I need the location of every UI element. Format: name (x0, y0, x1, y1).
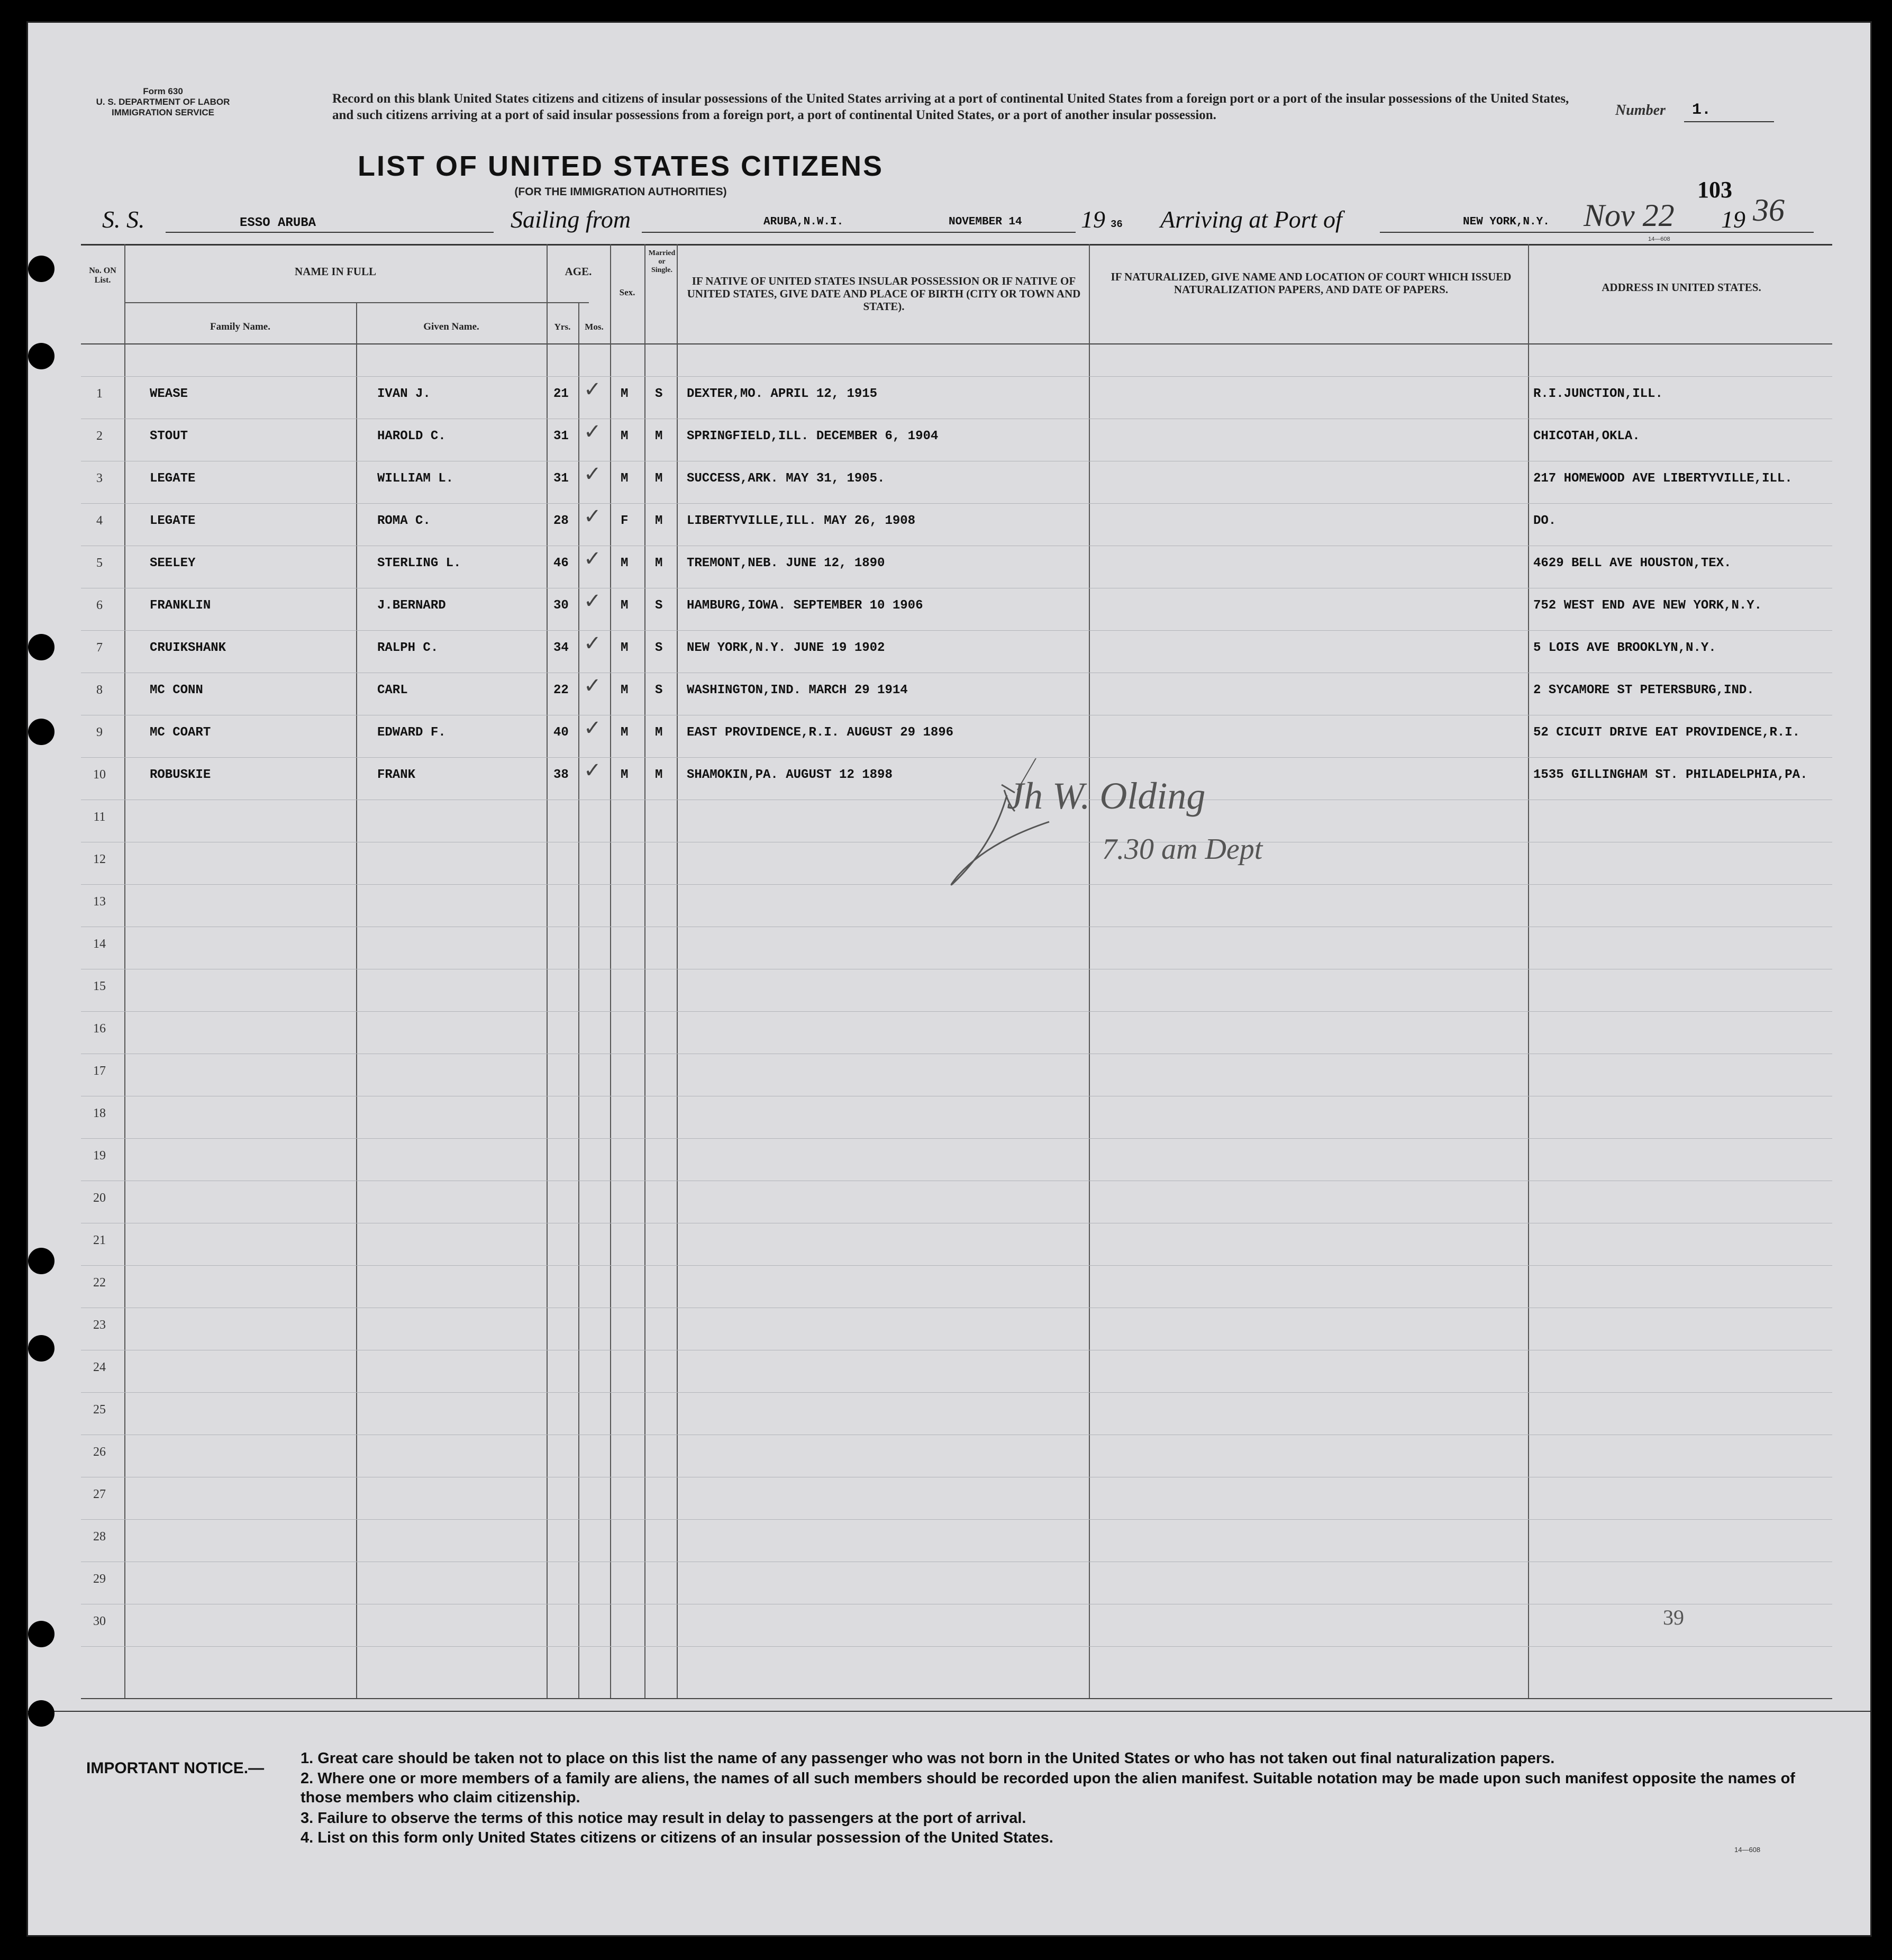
family-name-cell: MC COART (150, 725, 211, 740)
arriving-label: Arriving at Port of (1160, 206, 1342, 233)
empty-row-number: 11 (93, 810, 106, 824)
marital-status-cell: M (655, 471, 663, 486)
check-mark-icon: ✓ (584, 504, 602, 529)
col-divider-yrs (578, 302, 579, 1699)
birth-place-date-cell: TREMONT,NEB. JUNE 12, 1890 (687, 556, 885, 570)
ship-underline (166, 232, 494, 233)
col-divider-married (677, 244, 678, 1699)
age-years-cell: 38 (553, 768, 569, 782)
header-yrs: Yrs. (554, 322, 571, 332)
row-number: 9 (96, 725, 103, 739)
address-cell: 5 LOIS AVE BROOKLYN,N.Y. (1533, 641, 1716, 655)
row-number: 5 (96, 556, 103, 570)
notice-item-2: 2. Where one or more members of a family are aliens, the names of all such members should be recorded upon the alien manifest. Suitable notation may be made upon such manifest opposite the names of those members who claim citizenship. (301, 1770, 1795, 1806)
sex-cell: M (621, 471, 629, 486)
address-cell: 1535 GILLINGHAM ST. PHILADELPHIA,PA. (1533, 768, 1808, 782)
empty-row-number: 15 (93, 979, 106, 993)
arrival-year-handwritten: 36 (1753, 193, 1785, 228)
empty-row-number: 17 (93, 1064, 106, 1078)
punch-hole (28, 634, 54, 660)
check-mark-icon: ✓ (584, 631, 602, 656)
birth-place-date-cell: LIBERTYVILLE,ILL. MAY 26, 1908 (687, 514, 916, 528)
sailing-date: NOVEMBER 14 (949, 216, 1022, 228)
punch-hole (28, 1621, 54, 1647)
empty-row-number: 23 (93, 1318, 106, 1332)
punch-hole (28, 1248, 54, 1274)
inspector-signature (943, 758, 1388, 896)
sailing-year: 36 (1111, 219, 1123, 230)
form-number: Form 630 (143, 86, 183, 96)
sailing-underline (642, 232, 1076, 233)
sex-cell: M (621, 429, 629, 443)
instructions-text: Record on this blank United States citizens and citizens of insular possessions of the United States arriving at a port of continental United States from a foreign port or a port of the insular possessions of the United States, and such citizens arriving at a port of said insular possessions from a foreign port, a port of continental United States, or a port of another insular possession. (332, 92, 1569, 122)
empty-row-number: 26 (93, 1445, 106, 1459)
col-divider-naturalized (1528, 244, 1529, 1699)
check-mark-icon: ✓ (584, 716, 602, 740)
voyage-small-code: 14—608 (1648, 236, 1670, 242)
birth-place-date-cell: EAST PROVIDENCE,R.I. AUGUST 29 1896 (687, 725, 954, 740)
service-name: IMMIGRATION SERVICE (112, 107, 214, 117)
empty-row-number: 14 (93, 937, 106, 951)
age-years-cell: 34 (553, 641, 569, 655)
header-name-in-full: NAME IN FULL (294, 265, 376, 278)
birth-place-date-cell: SUCCESS,ARK. MAY 31, 1905. (687, 471, 885, 486)
birth-place-date-cell: WASHINGTON,IND. MARCH 29 1914 (687, 683, 908, 697)
bottom-number: 39 (1663, 1605, 1684, 1629)
age-years-cell: 28 (553, 514, 569, 528)
row-rule (81, 1646, 1832, 1647)
given-name-cell: EDWARD F. (377, 725, 446, 740)
col-divider-family (356, 302, 357, 1699)
page-number: 103 (1697, 177, 1732, 203)
empty-row-number: 12 (93, 852, 106, 866)
sex-cell: M (621, 683, 629, 697)
header-sex: Sex. (619, 287, 635, 297)
punch-hole (28, 1335, 54, 1362)
punch-hole (28, 343, 54, 369)
header-address: ADDRESS IN UNITED STATES. (1602, 281, 1761, 294)
ship-name: ESSO ARUBA (240, 216, 316, 230)
marital-status-cell: S (655, 598, 663, 613)
given-name-cell: WILLIAM L. (377, 471, 454, 486)
address-cell: R.I.JUNCTION,ILL. (1533, 387, 1663, 401)
family-name-cell: MC CONN (150, 683, 203, 697)
arrival-year-prefix: 19 (1721, 206, 1745, 233)
row-rule (81, 376, 1832, 377)
sex-cell: M (621, 641, 629, 655)
marital-status-cell: S (655, 387, 663, 401)
age-years-cell: 22 (553, 683, 569, 697)
header-family-name: Family Name. (210, 321, 270, 332)
form-identifier (76, 86, 250, 118)
department-name: U. S. DEPARTMENT OF LABOR (96, 97, 230, 107)
header-age: AGE. (565, 265, 592, 278)
punch-hole (28, 719, 54, 745)
signature-note: 7.30 am Dept (1102, 833, 1263, 866)
age-years-cell: 31 (553, 471, 569, 486)
check-mark-icon: ✓ (584, 589, 602, 613)
age-years-cell: 31 (553, 429, 569, 443)
col-divider-given (547, 244, 548, 1699)
header-bottom-border (81, 343, 1832, 344)
marital-status-cell: S (655, 641, 663, 655)
marital-status-cell: M (655, 768, 663, 782)
check-mark-icon: ✓ (584, 674, 602, 698)
manifest-table (81, 244, 1832, 1710)
notice-item-1: 1. Great care should be taken not to place on this list the name of any passenger who was not born in the United States or who has not taken out final naturalization papers. (301, 1750, 1555, 1767)
address-cell: 2 SYCAMORE ST PETERSBURG,IND. (1533, 683, 1754, 697)
empty-row-number: 13 (93, 895, 106, 909)
family-name-cell: STOUT (150, 429, 188, 443)
address-cell: 52 CICUIT DRIVE EAT PROVIDENCE,R.I. (1533, 725, 1800, 740)
arriving-port: NEW YORK,N.Y. (1463, 216, 1550, 228)
header-mos: Mos. (585, 322, 604, 332)
family-name-cell: LEGATE (150, 471, 196, 486)
row-rule (81, 503, 1832, 504)
empty-row-number: 18 (93, 1106, 106, 1120)
given-name-cell: J.BERNARD (377, 598, 446, 613)
page-subtitle: (FOR THE IMMIGRATION AUTHORITIES) (514, 186, 727, 198)
sailing-from: ARUBA,N.W.I. (763, 216, 844, 228)
address-cell: DO. (1533, 514, 1557, 528)
empty-row-number: 28 (93, 1530, 106, 1544)
col-divider-sex (644, 244, 645, 1699)
notice-item-4: 4. List on this form only United States citizens or citizens of an insular possession of the United States. (301, 1829, 1053, 1846)
check-mark-icon: ✓ (584, 462, 602, 486)
arrival-date-handwritten: Nov 22 (1584, 198, 1675, 233)
header-naturalized: IF NATURALIZED, GIVE NAME AND LOCATION OF COURT WHICH ISSUED NATURALIZATION PAPERS, AND DATE OF PAPERS. (1111, 270, 1512, 296)
check-mark-icon: ✓ (584, 547, 602, 571)
row-number: 2 (96, 429, 103, 443)
given-name-cell: IVAN J. (377, 387, 431, 401)
given-name-cell: RALPH C. (377, 641, 439, 655)
col-divider-native (1089, 244, 1090, 1699)
row-rule (81, 1519, 1832, 1520)
family-name-cell: ROBUSKIE (150, 768, 211, 782)
ss-label: S. S. (102, 206, 145, 233)
sex-cell: M (621, 725, 629, 740)
punch-hole (28, 256, 54, 282)
sex-cell: F (621, 514, 629, 528)
empty-row-number: 21 (93, 1233, 106, 1247)
row-rule (81, 757, 1832, 758)
row-rule (81, 630, 1832, 631)
family-name-cell: FRANKLIN (150, 598, 211, 613)
table-bottom-border (81, 1698, 1832, 1699)
check-mark-icon: ✓ (584, 420, 602, 444)
page-title: LIST OF UNITED STATES CITIZENS (358, 150, 884, 182)
age-years-cell: 40 (553, 725, 569, 740)
page-separator (28, 1711, 1872, 1712)
row-number: 4 (96, 514, 103, 528)
header-no: No. ON List. (89, 266, 116, 285)
birth-place-date-cell: DEXTER,MO. APRIL 12, 1915 (687, 387, 878, 401)
punch-hole (28, 1700, 54, 1727)
given-name-cell: STERLING L. (377, 556, 461, 570)
footer-code: 14—608 (1734, 1846, 1761, 1854)
check-mark-icon: ✓ (584, 758, 602, 783)
age-years-cell: 21 (553, 387, 569, 401)
header-married-single: Married or Single. (648, 249, 676, 274)
header-native-birth: IF NATIVE OF UNITED STATES INSULAR POSSESSION OR IF NATIVE OF UNITED STATES, GIVE DATE AND PLACE OF BIRTH (CITY OR TOWN AND STATE). (687, 275, 1081, 313)
number-value: 1. (1692, 101, 1712, 119)
address-cell: 217 HOMEWOOD AVE LIBERTYVILLE,ILL. (1533, 471, 1793, 486)
sex-cell: M (621, 598, 629, 613)
empty-row-number: 27 (93, 1487, 106, 1501)
marital-status-cell: M (655, 556, 663, 570)
given-name-cell: ROMA C. (377, 514, 431, 528)
number-underline (1684, 121, 1774, 122)
empty-row-number: 20 (93, 1191, 106, 1205)
check-mark-icon: ✓ (584, 377, 602, 402)
family-name-cell: CRUIKSHANK (150, 641, 226, 655)
marital-status-cell: M (655, 429, 663, 443)
row-number: 10 (93, 768, 106, 782)
notice-label: IMPORTANT NOTICE.— (86, 1759, 265, 1777)
sailing-label: Sailing from (511, 206, 631, 233)
sex-cell: M (621, 768, 629, 782)
sex-cell: M (621, 387, 629, 401)
table-top-border (81, 244, 1832, 246)
row-rule (81, 1138, 1832, 1139)
marital-status-cell: M (655, 725, 663, 740)
number-label: Number (1615, 102, 1666, 119)
empty-row-number: 30 (93, 1614, 106, 1628)
row-rule (81, 1011, 1832, 1012)
birth-place-date-cell: HAMBURG,IOWA. SEPTEMBER 10 1906 (687, 598, 923, 613)
manifest-page (26, 21, 1872, 1937)
empty-row-number: 22 (93, 1276, 106, 1290)
birth-place-date-cell: NEW YORK,N.Y. JUNE 19 1902 (687, 641, 885, 655)
given-name-cell: FRANK (377, 768, 416, 782)
col-divider-mos (610, 244, 611, 1699)
empty-row-number: 19 (93, 1149, 106, 1163)
header-given-name: Given Name. (423, 321, 479, 332)
row-number: 7 (96, 641, 103, 655)
signature-text: Jh W. Olding (1007, 775, 1206, 817)
row-number: 8 (96, 683, 103, 697)
birth-place-date-cell: SPRINGFIELD,ILL. DECEMBER 6, 1904 (687, 429, 939, 443)
address-cell: 4629 BELL AVE HOUSTON,TEX. (1533, 556, 1732, 570)
age-years-cell: 46 (553, 556, 569, 570)
year-prefix: 19 (1081, 206, 1105, 233)
empty-row-number: 24 (93, 1360, 106, 1374)
marital-status-cell: S (655, 683, 663, 697)
sex-cell: M (621, 556, 629, 570)
row-number: 3 (96, 471, 103, 485)
empty-row-number: 25 (93, 1403, 106, 1417)
given-name-cell: HAROLD C. (377, 429, 446, 443)
row-number: 1 (96, 387, 103, 401)
empty-row-number: 16 (93, 1022, 106, 1036)
notice-item-3: 3. Failure to observe the terms of this notice may result in delay to passengers at the port of arrival. (301, 1810, 1026, 1827)
address-cell: 752 WEST END AVE NEW YORK,N.Y. (1533, 598, 1762, 613)
family-name-cell: LEGATE (150, 514, 196, 528)
row-rule (81, 1392, 1832, 1393)
address-cell: CHICOTAH,OKLA. (1533, 429, 1640, 443)
age-years-cell: 30 (553, 598, 569, 613)
row-rule (81, 1265, 1832, 1266)
empty-row-number: 29 (93, 1572, 106, 1586)
family-name-cell: WEASE (150, 387, 188, 401)
birth-place-date-cell: SHAMOKIN,PA. AUGUST 12 1898 (687, 768, 893, 782)
row-number: 6 (96, 598, 103, 612)
family-name-cell: SEELEY (150, 556, 196, 570)
given-name-cell: CARL (377, 683, 408, 697)
col-divider-no (124, 244, 125, 1699)
marital-status-cell: M (655, 514, 663, 528)
